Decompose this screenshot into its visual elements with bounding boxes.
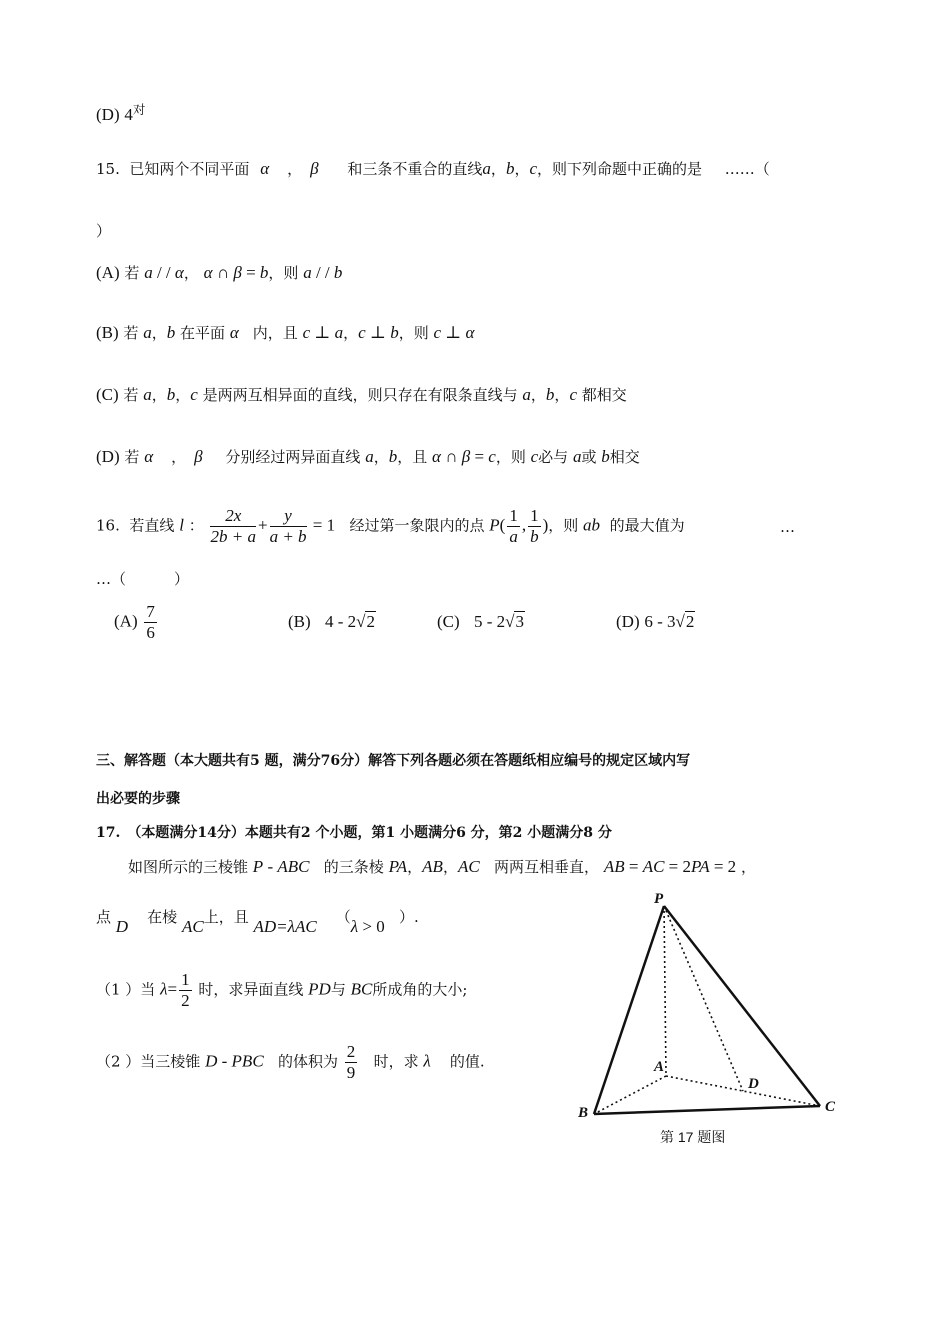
- label-B: B: [578, 1105, 589, 1121]
- figure-caption: 第 17 题图: [660, 1129, 726, 1145]
- q15-option-d: (D) 若 α ， β 分别经过两异面直线 a，b，且 α ∩ β = c，则 c必与 a或 b相交: [96, 447, 640, 466]
- edge-PA: [664, 906, 666, 1076]
- edge-PD: [664, 906, 743, 1091]
- q16-option-a: (A) $\frac{7}{6}$: [114, 602, 155, 642]
- q17-sub2: （2 ）当三棱锥 D - PBC 的体积为 $\frac{2}{9}$ 时，求 λ 的值.: [96, 1042, 485, 1082]
- q16-option-b: (B) 4 - 2√2: [288, 612, 375, 631]
- q16-option-d: (D) 6 - 3√2: [616, 612, 695, 631]
- q17-paragraph-2: 点 D 在棱 AC上，且 AD=λAC （λ > 0 ）.: [96, 908, 419, 936]
- q16-stem: 16. 若直线 l ： $\frac{2x}{2b + a}$ + $\frac{y}{a + b}$ = 1 经过第一象限内的点 P( $\frac{1}{a}$ , $\frac{1}{b}$ )，则 ab 的最大值为: [96, 506, 685, 546]
- q17-header: 17. （本题满分14分）本题共有2 个小题，第1 小题满分6 分，第2 小题满分8 分: [96, 825, 612, 841]
- q17-sub1: （1 ）当 λ= $\frac{1}{2}$ 时，求异面直线 PD与 BC所成角的大小;: [96, 970, 468, 1010]
- label-A: A: [654, 1059, 665, 1075]
- q16-dots-2: …（ ）: [96, 570, 190, 588]
- label-D: D: [748, 1076, 759, 1092]
- q16-dots-1: …: [780, 518, 795, 536]
- edge-PC: [664, 906, 820, 1106]
- edge-BC: [594, 1106, 820, 1114]
- section3-line2: 出必要的步骤: [96, 791, 180, 807]
- q15-option-c: (C) 若 a，b，c 是两两互相异面的直线，则只存在有限条直线与 a，b，c 都相交: [96, 385, 627, 404]
- q16-option-c: (C) 5 - 2√3: [437, 612, 524, 631]
- label-C: C: [825, 1099, 836, 1115]
- edge-PB: [594, 906, 664, 1114]
- q15-option-b: (B) 若 a，b 在平面 α 内，且 c ⊥ a，c ⊥ b，则 c ⊥ α: [96, 323, 475, 342]
- q15-close-paren: ）: [96, 222, 112, 240]
- q14-option-d: (D) $4^对$: [96, 102, 146, 124]
- section3-line1: 三、解答题（本大题共有5 题，满分76分）解答下列各题必须在答题纸相应编号的规定区域内写: [96, 753, 691, 769]
- q17-paragraph-1: 如图所示的三棱锥 P - ABC 的三条棱 PA，AB，AC 两两互相垂直， AB = AC = 2PA = 2 ，: [128, 857, 756, 876]
- q15-option-a: (A) 若 a / / α， α ∩ β = b，则 a / / b: [96, 263, 343, 282]
- q15-stem: 15. 已知两个不同平面 α ， β 和三条不重合的直线a，b，c，则下列命题中正确的是 ……（: [96, 159, 770, 178]
- label-P: P: [654, 891, 664, 907]
